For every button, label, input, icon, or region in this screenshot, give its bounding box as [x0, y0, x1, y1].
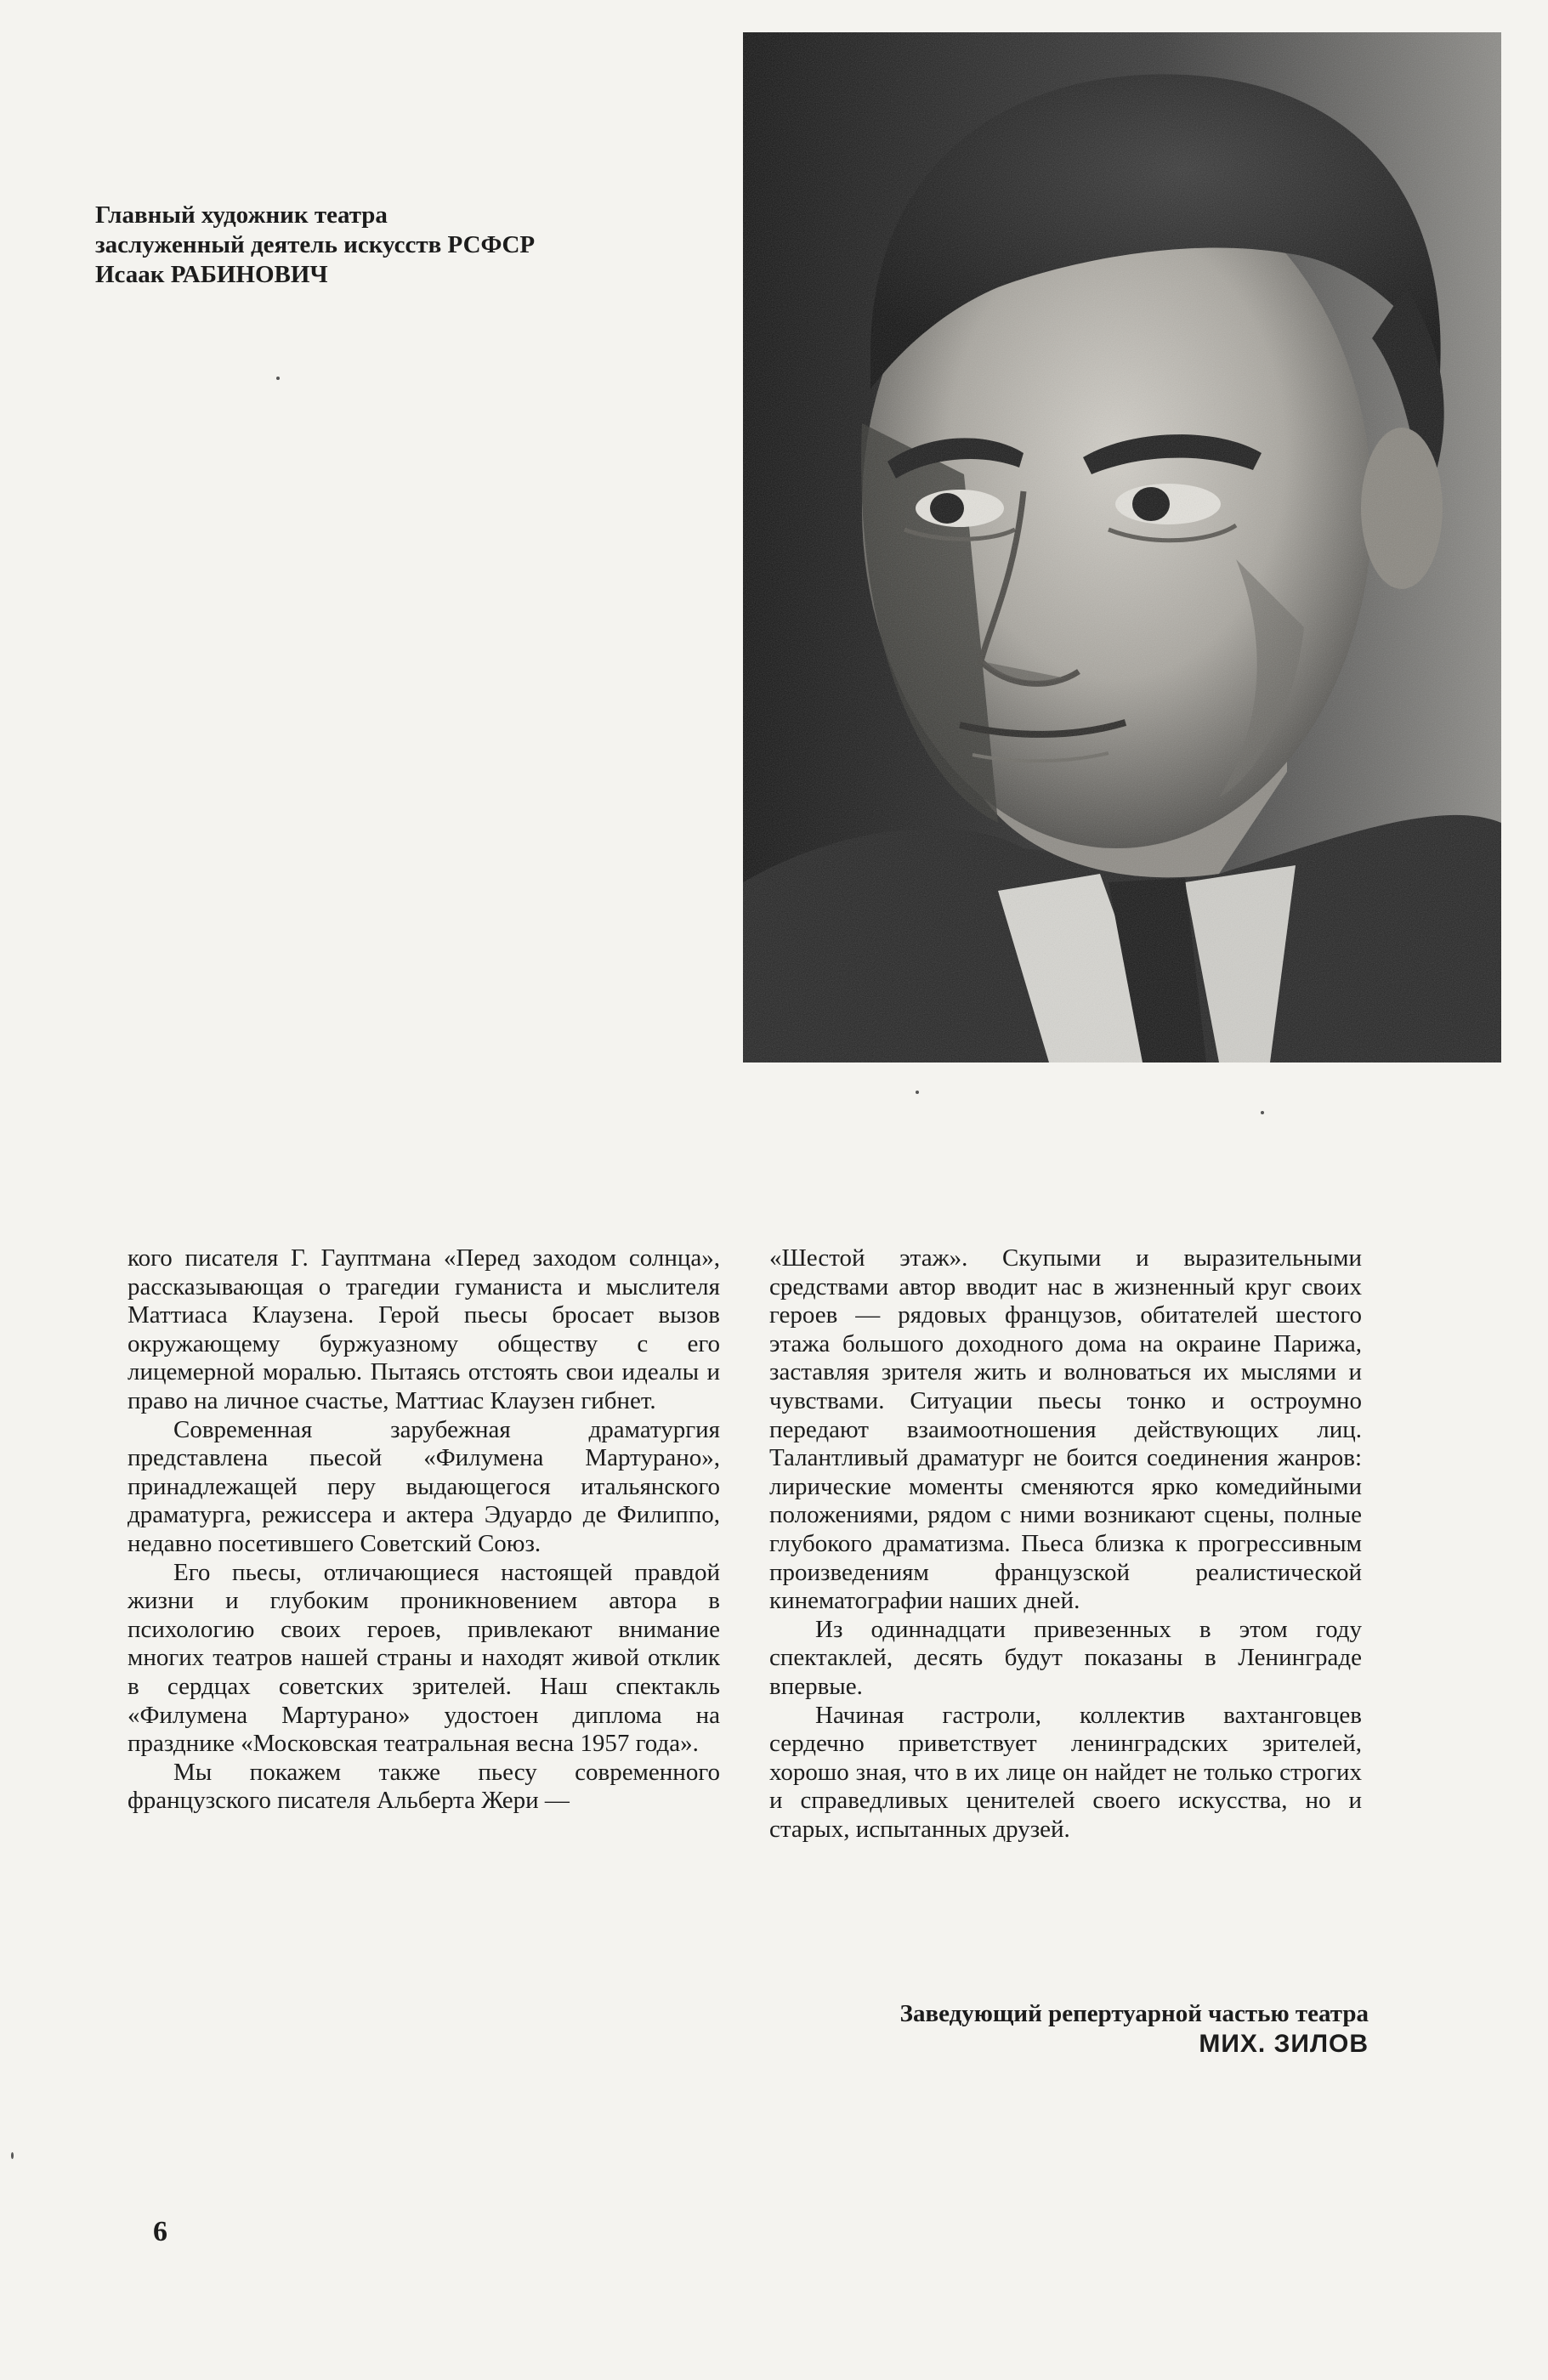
scan-speck — [276, 377, 280, 380]
left-paragraph-4: Мы покажем также пьесу современного французского писателя Альберта Жери — — [128, 1758, 720, 1815]
right-paragraph-2: Из одиннадцати привезенных в этом году спектаклей, десять будут показаны в Ленинграде впервые. — [769, 1615, 1362, 1700]
portrait-photo — [743, 32, 1501, 1062]
scan-speck — [916, 1091, 919, 1094]
article-right-column — [769, 1244, 1362, 1844]
portrait-photo-icon — [743, 32, 1501, 1062]
caption-position: Главный художник театра — [95, 201, 388, 229]
page-number: 6 — [153, 2216, 167, 2247]
signature-title: Заведующий репертуарной частью театра — [899, 2000, 1369, 2027]
portrait-caption — [95, 201, 707, 290]
right-paragraph-3: Начиная гастроли, коллектив вахтанговцев сердечно приветствует ленинградских зрителей, хорошо зная, что в их лице он найдет не только строгих и справедливых ценителей своего искусства, но и старых, испытанных друзей. — [769, 1701, 1362, 1843]
signature-name: МИХ. ЗИЛОВ — [1199, 2030, 1369, 2058]
caption-title: заслуженный деятель искусств РСФСР — [95, 231, 536, 258]
article-left-column — [128, 1244, 720, 1816]
right-paragraph-1: «Шестой этаж». Скупыми и выразительными средствами автор вводит нас в жизненный круг своих героев — рядовых французов, обитателей шестого этажа большого доходного дома на окраине Парижа, заставляя зрителя жить и волноваться их мыслями и чувствами. Ситуации пьесы тонко и остроумно передают взаимоотношения действующих лиц. Талантливый драматург не боится соединения жанров: лирические моменты сменяются ярко комедийными положениями, рядом с ними возникают сцены, полные глубокого драматизма. Пьеса близка к прогрессивным произведениям французской реалистической кинематографии наших дней. — [769, 1244, 1362, 1615]
left-paragraph-1: кого писателя Г. Гауптмана «Перед заходом солнца», рассказывающая о трагедии гуманиста и мыслителя Маттиаса Клаузена. Герой пьесы бросает вызов окружающему буржуазному обществу с его лицемерной моралью. Пытаясь отстоять свои идеалы и право на личное счастье, Маттиас Клаузен гибнет. — [128, 1244, 720, 1414]
author-signature — [769, 1999, 1369, 2059]
scan-speck — [1261, 1111, 1264, 1114]
caption-name: Исаак РАБИНОВИЧ — [95, 261, 328, 288]
left-paragraph-2: Современная зарубежная драматургия представлена пьесой «Филумена Мартурано», принадлежащей перу выдающегося итальянского драматурга, режиссера и актера Эдуардо де Филиппо, недавно посетившего Советский Союз. — [128, 1415, 720, 1557]
scan-speck — [11, 2152, 14, 2159]
left-paragraph-3: Его пьесы, отличающиеся настоящей правдой жизни и глубоким проникновением автора в психологию своих героев, привлекают внимание многих театров нашей страны и находят живой отклик в сердцах советских зрителей. Наш спектакль «Филумена Мартурано» удостоен диплома на празднике «Московская театральная весна 1957 года». — [128, 1558, 720, 1758]
